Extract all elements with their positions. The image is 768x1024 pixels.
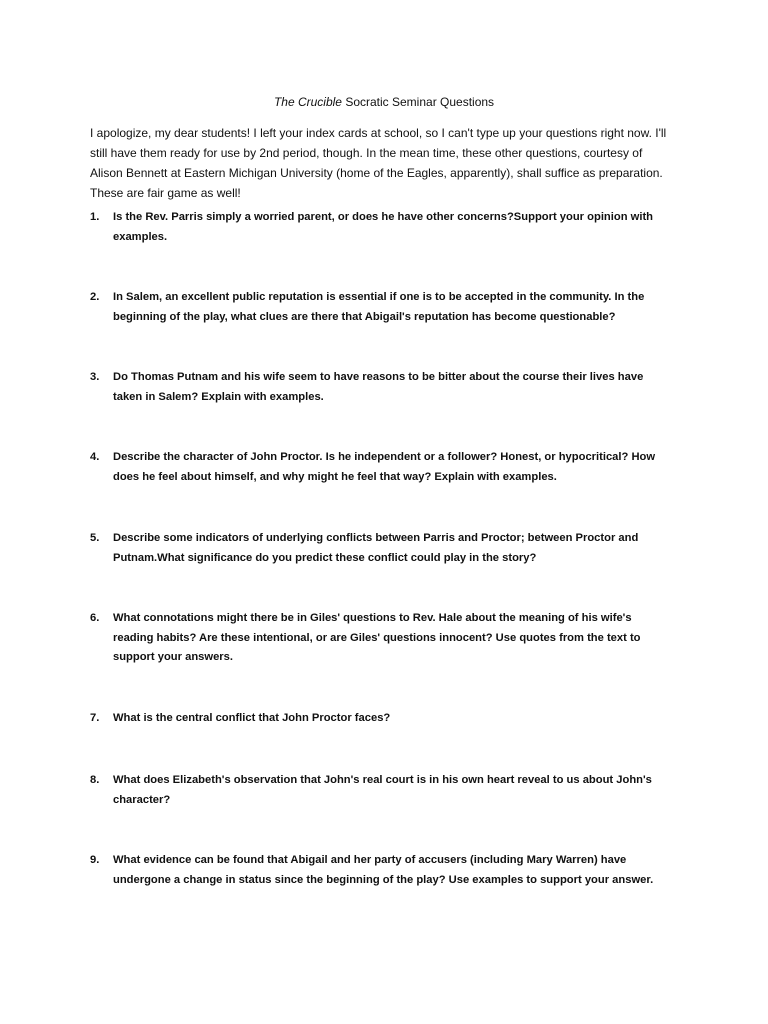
question-text: What evidence can be found that Abigail and her party of accusers (including Mary Warren) have undergone a change in status since the beginning of the play? Use examples to support your answer. xyxy=(113,854,654,886)
question-text: Do Thomas Putnam and his wife seem to have reasons to be bitter about the course their lives have taken in Salem? Explain with examples. xyxy=(113,371,644,403)
question-text: Describe some indicators of underlying conflicts between Parris and Proctor; between Proctor and Putnam.What significance do you predict these conflict could play in the story? xyxy=(113,532,639,564)
question-text: What is the central conflict that John Proctor faces? xyxy=(113,712,391,724)
question-text: Describe the character of John Proctor. Is he independent or a follower? Honest, or hypocritical? How does he feel about himself, and why might he feel that way? Explain with examples. xyxy=(113,451,656,483)
question-item xyxy=(90,851,670,890)
question-text: Is the Rev. Parris simply a worried parent, or does he have other concerns?Support your opinion with examples. xyxy=(113,211,654,243)
question-item xyxy=(90,709,670,729)
title-italic-part: The Crucible xyxy=(273,95,342,109)
question-item xyxy=(90,771,670,810)
title-rest-part: Socratic Seminar Questions xyxy=(341,95,495,109)
question-number: 4. xyxy=(90,451,100,463)
question-number: 1. xyxy=(90,211,100,223)
question-number: 5. xyxy=(90,532,100,544)
question-item xyxy=(90,448,670,487)
question-number: 3. xyxy=(90,371,100,383)
question-text: What does Elizabeth's observation that John's real court is in his own heart reveal to us about John's character? xyxy=(113,774,652,806)
question-item xyxy=(90,288,670,327)
question-item xyxy=(90,368,670,407)
question-number: 9. xyxy=(90,854,100,866)
question-item xyxy=(90,208,670,247)
question-item xyxy=(90,609,670,668)
question-text: In Salem, an excellent public reputation is essential if one is to be accepted in the community. In the beginning of the play, what clues are there that Abigail's reputation has become questionable? xyxy=(113,291,645,323)
question-number: 2. xyxy=(90,291,100,303)
question-number: 8. xyxy=(90,774,100,786)
intro-paragraph: I apologize, my dear students! I left your index cards at school, so I can't type up your questions right now. I'll still have them ready for use by 2nd period, though. In the mean time, these other questions, courtesy of Alison Bennett at Eastern Michigan University (home of the Eagles, apparently), shall suffice as preparation. These are fair game as well! xyxy=(90,126,667,200)
question-text: What connotations might there be in Giles' questions to Rev. Hale about the meaning of his wife's reading habits? Are these intentional, or are Giles' questions innocent? Use quotes from the text to support your answers. xyxy=(113,612,641,663)
question-item xyxy=(90,529,670,568)
question-number: 7. xyxy=(90,712,100,724)
document-title xyxy=(0,94,768,110)
question-number: 6. xyxy=(90,612,100,624)
